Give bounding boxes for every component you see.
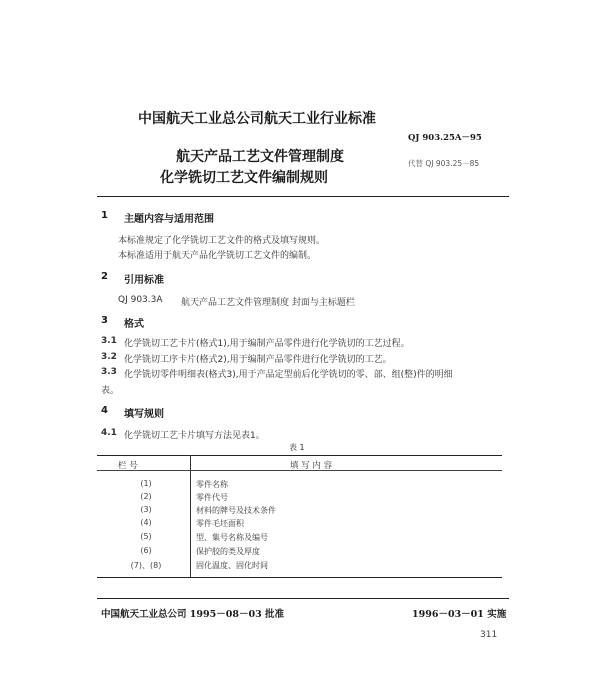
section-3-title: 格式	[124, 319, 144, 330]
section-3-number: 3	[101, 315, 108, 326]
table-bottom-rule	[97, 577, 502, 578]
section-1-para-1: 本标准规定了化学铣切工艺文件的格式及填写规则。	[118, 236, 326, 246]
title-line-2: 化学铣切工艺文件编制规则	[160, 170, 328, 186]
table-row-content: 材料的牌号及技术条件	[196, 506, 276, 515]
section-1-number: 1	[101, 210, 108, 221]
item-3-3-number: 3.3	[101, 367, 117, 377]
table-caption: 表 1	[289, 443, 305, 452]
footer-rule	[97, 598, 509, 599]
section-4-number: 4	[101, 405, 108, 416]
item-3-3-text: 化学铣切零件明细表(格式3),用于产品定型前后化学铣切的零、部、组(整)件的明细	[124, 370, 453, 380]
page-number: 311	[480, 630, 498, 640]
table-row-content: 零件毛坯面积	[196, 519, 244, 528]
table-row-content: 固化温度、固化时间	[196, 561, 268, 570]
section-4-title: 填写规则	[124, 409, 164, 420]
table-row-number: (6)	[140, 546, 152, 555]
reference-title: 航天产品工艺文件管理制度 封面与主标题栏	[181, 298, 355, 308]
title-line-1: 航天产品工艺文件管理制度	[176, 149, 344, 165]
item-3-2-text: 化学铣切工序卡片(格式2),用于编制产品零件进行化学铣切的工艺。	[124, 355, 392, 365]
section-2-number: 2	[101, 271, 108, 282]
table-row-number: (5)	[140, 532, 152, 541]
header-rule	[97, 196, 509, 197]
table-top-rule	[97, 455, 502, 456]
table-row-content: 保护胶的类及厚度	[196, 547, 260, 556]
table-col-header-content: 填 写 内 容	[290, 461, 333, 471]
table-row-content: 型、集号名称及编号	[196, 533, 268, 542]
implementation-note: 1996－03－01 实施	[412, 609, 507, 620]
item-4-1-text: 化学铣切工艺卡片填写方法见表1。	[124, 431, 265, 441]
table-row-number: (4)	[140, 518, 152, 527]
section-2-title: 引用标准	[124, 275, 164, 286]
org-title: 中国航天工业总公司航天工业行业标准	[138, 111, 376, 127]
table-header-rule	[97, 470, 502, 471]
table-row-content: 零件代号	[196, 493, 228, 502]
section-1-title: 主题内容与适用范围	[124, 214, 214, 225]
table-col-header-number: 栏 号	[118, 461, 138, 471]
table-row-number: (7)、(8)	[130, 561, 162, 570]
replaces-note: 代替 QJ 903.25－85	[408, 159, 480, 168]
section-1-para-2: 本标准适用于航天产品化学铣切工艺文件的编制。	[118, 251, 317, 261]
table-row-number: (3)	[140, 505, 152, 514]
reference-code: QJ 903.3A	[118, 295, 163, 305]
standard-code: QJ 903.25A－95	[408, 133, 482, 143]
approval-note: 中国航天工业总公司 1995－08－03 批准	[101, 609, 284, 620]
item-3-3-text-cont: 表。	[101, 386, 120, 396]
table-row-content: 零件名称	[196, 480, 228, 489]
table-row-number: (2)	[140, 492, 152, 501]
item-3-2-number: 3.2	[101, 352, 117, 362]
table-column-divider	[190, 455, 191, 577]
item-3-1-text: 化学铣切工艺卡片(格式1),用于编制产品零件进行化学铣切的工艺过程。	[124, 339, 410, 349]
table-row-number: (1)	[140, 479, 152, 488]
item-3-1-number: 3.1	[101, 336, 117, 346]
item-4-1-number: 4.1	[101, 428, 117, 438]
